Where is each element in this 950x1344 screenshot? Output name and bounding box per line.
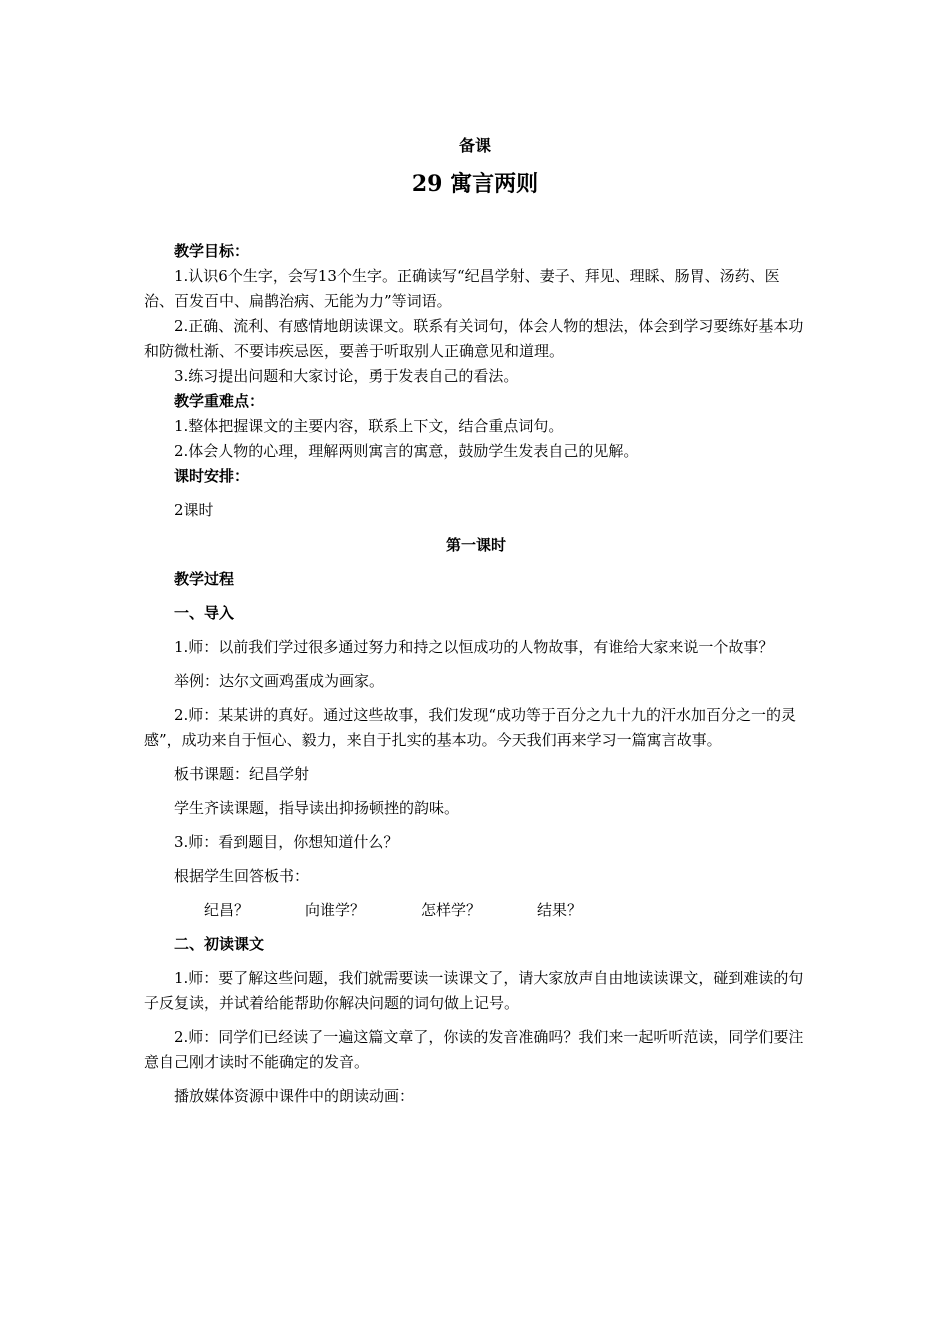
board-question: 结果？ xyxy=(537,901,583,919)
board-question: 向谁学？ xyxy=(305,901,366,919)
goal-item: 3.练习提出问题和大家讨论，勇于发表自己的看法。 xyxy=(174,367,519,385)
paragraph: 板书课题：纪昌学射 xyxy=(174,765,310,783)
goals-heading: 教学目标： xyxy=(174,242,250,260)
board-question: 怎样学？ xyxy=(421,901,482,919)
lesson-title: 29 寓言两则 xyxy=(411,171,539,197)
paragraph: 3.师：看到题目，你想知道什么？ xyxy=(174,833,399,851)
paragraph: 2.师：同学们已经读了一遍这篇文章了，你读的发音准确吗？我们来一起听听范读，同学们要注意自己刚才读时不能确定的发音。 xyxy=(144,1028,804,1071)
schedule-heading: 课时安排： xyxy=(174,467,250,485)
paragraph: 2.师：某某讲的真好。通过这些故事，我们发现“成功等于百分之九十九的汗水加百分之一的灵感”，成功来自于恒心、毅力，来自于扎实的基本功。今天我们再来学习一篇寓言故事。 xyxy=(144,706,796,749)
section-heading: 一、导入 xyxy=(174,604,235,622)
paragraph: 播放媒体资源中课件中的朗读动画： xyxy=(174,1087,415,1105)
paragraph: 举例：达尔文画鸡蛋成为画家。 xyxy=(174,672,385,690)
section-heading: 二、初读课文 xyxy=(174,935,265,953)
board-questions xyxy=(144,898,808,923)
schedule-text: 2课时 xyxy=(174,501,214,519)
page-header: 备课 xyxy=(458,136,491,155)
process-heading: 教学过程 xyxy=(174,570,235,588)
difficulties-heading: 教学重难点： xyxy=(174,392,265,410)
paragraph: 1.师：要了解这些问题，我们就需要读一读课文了，请大家放声自由地读读课文，碰到难读的句子反复读，并试着给能帮助你解决问题的词句做上记号。 xyxy=(144,969,804,1012)
board-question: 纪昌？ xyxy=(204,901,250,919)
difficulty-item: 1.整体把握课文的主要内容，联系上下文，结合重点词句。 xyxy=(174,417,564,435)
paragraph: 学生齐读课题，指导读出抑扬顿挫的韵味。 xyxy=(174,799,460,817)
difficulty-item: 2.体会人物的心理，理解两则寓言的寓意，鼓励学生发表自己的见解。 xyxy=(174,442,639,460)
document-body xyxy=(144,239,808,1109)
paragraph: 根据学生回答板书： xyxy=(174,867,310,885)
paragraph: 1.师：以前我们学过很多通过努力和持之以恒成功的人物故事，有谁给大家来说一个故事？ xyxy=(174,638,774,656)
lesson-period-title: 第一课时 xyxy=(445,536,506,554)
goal-item: 1.认识6个生字，会写13个生字。正确读写“纪昌学射、妻子、拜见、理睬、肠胃、汤药、医治、百发百中、扁鹊治病、无能为力”等词语。 xyxy=(144,267,780,310)
goal-item: 2.正确、流利、有感情地朗读课文。联系有关词句，体会人物的想法，体会到学习要练好基本功和防微杜渐、不要讳疾忌医，要善于听取别人正确意见和道理。 xyxy=(144,317,804,360)
